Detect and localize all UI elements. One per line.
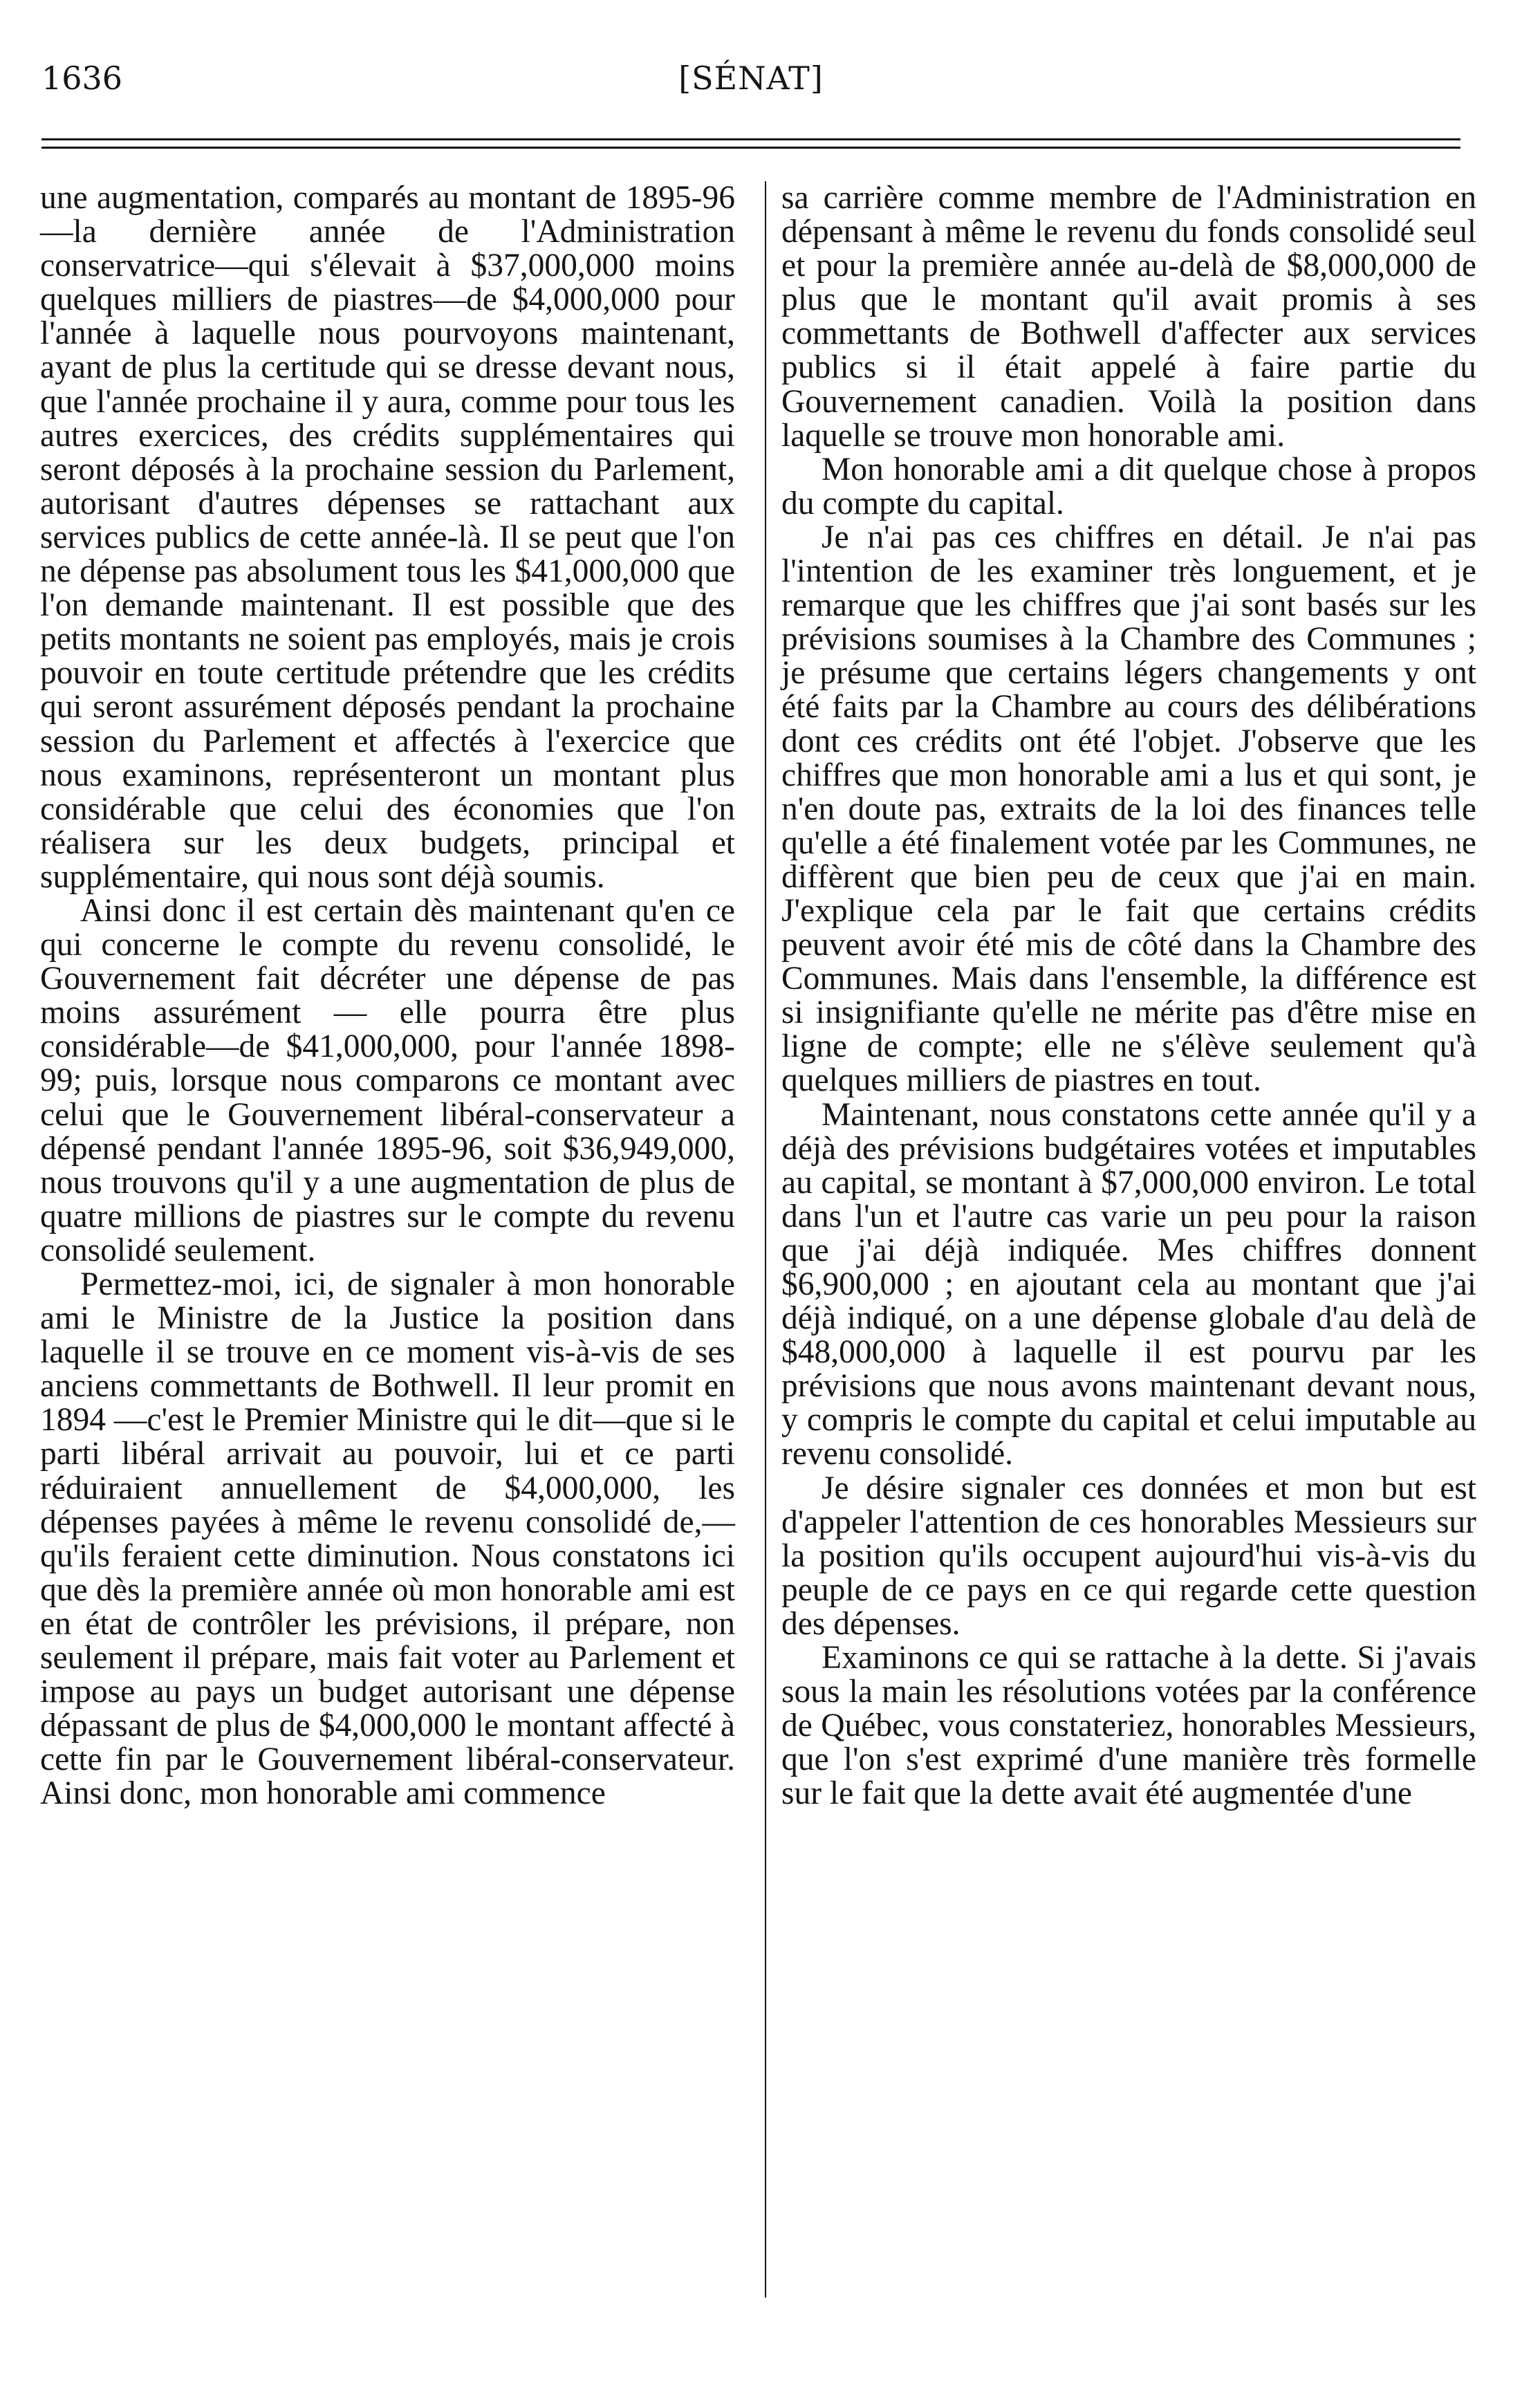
left-column: [40, 181, 735, 1811]
right-paragraph-1: sa carrière comme membre de l'Administration en dépensant à même le revenu du fonds consolidé seul et pour la première année au-delà de $8,000,000 de plus que le montant qu'il avait promis à ses commettants de Bothwell d'affecter aux services publics si il était appelé à faire partie du Gouvernement canadien. Voilà la position dans laquelle se trouve mon honorable ami.: [781, 180, 1476, 454]
header-rule-bottom: [41, 147, 1460, 149]
left-paragraph-1: une augmentation, comparés au montant de 1895-96—la dernière année de l'Administration conservatrice—qui s'élevait à $37,000,000 moins quelques milliers de piastres—de $4,000,000 pour l'année à laquelle nous pourvoyons maintenant, ayant de plus la certitude qui se dresse devant nous, que l'année prochaine il y aura, comme pour tous les autres exercices, des crédits supplémentaires qui seront déposés à la prochaine session du Parlement, autorisant d'autres dépenses se rattachant aux services publics de cette année-là. Il se peut que l'on ne dépense pas absolument tous les $41,000,000 que l'on demande maintenant. Il est possible que des petits montants ne soient pas employés, mais je crois pouvoir en toute certitude prétendre que les crédits qui seront assurément déposés pendant la prochaine session du Parlement et affectés à l'exercice que nous examinons, représenteront un montant plus considérable que celui des économies que l'on réalisera sur les deux budgets, principal et supplémentaire, qui nous sont déjà soumis.: [40, 180, 735, 895]
right-paragraph-5: Je désire signaler ces données et mon but est d'appeler l'attention de ces honorables Messieurs sur la position qu'ils occupent aujourd'hui vis-à-vis du peuple de ce pays en ce qui regarde cette question des dépenses.: [781, 1470, 1476, 1642]
right-paragraph-6: Examinons ce qui se rattache à la dette. Si j'avais sous la main les résolutions votées par la conférence de Québec, vous constateriez, honorables Messieurs, que l'on s'est exprimé d'une manière très formelle sur le fait que la dette avait été augmentée d'une: [781, 1640, 1476, 1812]
right-column: [781, 181, 1476, 1811]
right-paragraph-4: Maintenant, nous constatons cette année qu'il y a déjà des prévisions budgétaires votées et imputables au capital, se montant à $7,000,000 environ. Le total dans l'un et l'autre cas varie un peu pour la raison que j'ai déjà indiquée. Mes chiffres donnent $6,900,000 ; en ajoutant cela au montant que j'ai déjà indiqué, on a une dépense globale d'au delà de $48,000,000 à laquelle il est pourvu par les prévisions que nous avons maintenant devant nous, y compris le compte du capital et celui imputable au revenu consolidé.: [781, 1096, 1476, 1472]
left-paragraph-3: Permettez-moi, ici, de signaler à mon honorable ami le Ministre de la Justice la position dans laquelle il se trouve en ce moment vis-à-vis de ses anciens commettants de Bothwell. Il leur promit en 1894 —c'est le Premier Ministre qui le dit—que si le parti libéral arrivait au pouvoir, lui et ce parti réduiraient annuellement de $4,000,000, les dépenses payées à même le revenu consolidé de,—qu'ils feraient cette diminution. Nous constatons ici que dès la première année où mon honorable ami est en état de contrôler les prévisions, il prépare, non seulement il prépare, mais fait voter au Parlement et impose au pays un budget autorisant une dépense dépassant de plus de $4,000,000 le montant affecté à cette fin par le Gouvernement libéral-conservateur. Ainsi donc, mon honorable ami commence: [40, 1266, 735, 1812]
page-header: [41, 47, 1460, 109]
right-paragraph-2: Mon honorable ami a dit quelque chose à propos du compte du capital.: [781, 451, 1476, 521]
column-divider: [765, 181, 766, 2297]
page-number: 1636: [41, 59, 123, 97]
header-rule-top: [41, 138, 1460, 140]
left-paragraph-2: Ainsi donc il est certain dès maintenant qu'en ce qui concerne le compte du revenu consolidé, le Gouvernement fait décréter une dépense de pas moins assurément — elle pourra être plus considérable—de $41,000,000, pour l'année 1898-99; puis, lorsque nous comparons ce montant avec celui que le Gouvernement libéral-conservateur a dépensé pendant l'année 1895-96, soit $36,949,000, nous trouvons qu'il y a une augmentation de plus de quatre millions de piastres sur le compte du revenu consolidé seulement.: [40, 892, 735, 1268]
running-head: [SÉNAT]: [678, 59, 824, 97]
right-paragraph-3: Je n'ai pas ces chiffres en détail. Je n'ai pas l'intention de les examiner très longuement, et je remarque que les chiffres que j'ai sont basés sur les prévisions soumises à la Chambre des Communes ; je présume que certains légers changements y ont été faits par la Chambre au cours des délibérations dont ces crédits ont été l'objet. J'observe que les chiffres que mon honorable ami a lus et qui sont, je n'en doute pas, extraits de la loi des finances telle qu'elle a été finalement votée par les Communes, ne diffèrent que bien peu de ceux que j'ai en main. J'explique cela par le fait que certains crédits peuvent avoir été mis de côté dans la Chambre des Communes. Mais dans l'ensemble, la différence est si insignifiante qu'elle ne mérite pas d'être mise en ligne de compte; elle ne s'élève seulement qu'à quelques milliers de piastres en tout.: [781, 519, 1476, 1099]
